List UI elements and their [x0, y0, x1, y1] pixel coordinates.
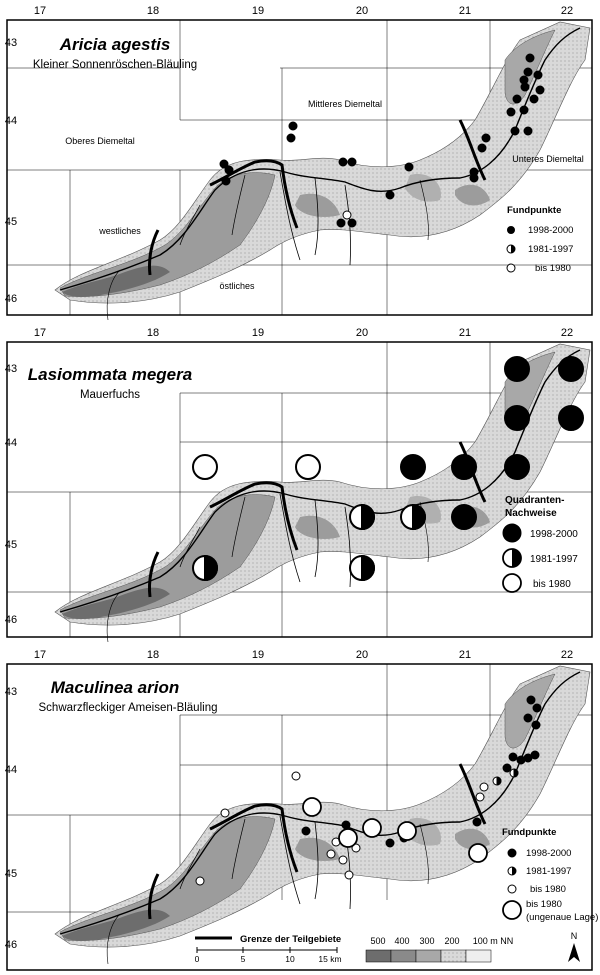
- svg-text:17: 17: [33, 327, 47, 339]
- point-1998-2000: [513, 95, 521, 103]
- svg-text:19: 19: [251, 5, 265, 17]
- quadrant-1998-2000: [505, 406, 529, 430]
- svg-text:46: 46: [4, 614, 18, 626]
- svg-text:1998-2000: 1998-2000: [526, 848, 572, 859]
- quadrant-1998-2000: [505, 455, 529, 479]
- point-1998-2000: [225, 166, 233, 174]
- svg-text:19: 19: [251, 327, 265, 339]
- svg-text:17: 17: [33, 649, 47, 661]
- svg-text:18: 18: [146, 327, 160, 339]
- svg-text:Fundpunkte: Fundpunkte: [502, 827, 557, 838]
- quadrant-bis-1980: [193, 455, 217, 479]
- svg-text:20: 20: [355, 327, 369, 339]
- svg-text:21: 21: [458, 649, 472, 661]
- species-common-name: Schwarzfleckiger Ameisen-Bläuling: [38, 702, 218, 714]
- svg-text:1981-1997: 1981-1997: [526, 866, 572, 877]
- svg-text:bis 1980: bis 1980: [530, 884, 566, 895]
- svg-text:1998-2000: 1998-2000: [530, 529, 578, 540]
- species-common-name: Kleiner Sonnenröschen-Bläuling: [32, 59, 198, 71]
- quadrant-1981-1997: [401, 505, 425, 529]
- svg-text:300: 300: [419, 936, 435, 946]
- point-1998-2000: [482, 134, 490, 142]
- svg-text:Nachweise: Nachweise: [505, 508, 557, 519]
- species-common-name: Mauerfuchs: [79, 389, 141, 401]
- species-title: Maculinea arion: [50, 678, 180, 697]
- point-1998-2000: [536, 86, 544, 94]
- svg-text:21: 21: [458, 5, 472, 17]
- point-1998-2000: [386, 191, 394, 199]
- point-1998-2000: [470, 174, 478, 182]
- svg-text:18: 18: [146, 5, 160, 17]
- legend-symbol-1998-2000: [503, 524, 521, 542]
- point-1998-2000: [511, 127, 519, 135]
- svg-text:0: 0: [194, 954, 200, 964]
- legend-title: Fundpunkte: [507, 205, 562, 216]
- svg-text:45: 45: [4, 539, 18, 551]
- svg-text:5: 5: [240, 954, 246, 964]
- point-1998-2000: [348, 219, 356, 227]
- point-1998-2000: [405, 163, 413, 171]
- point-1998-2000: [526, 54, 534, 62]
- svg-text:21: 21: [458, 327, 472, 339]
- quadrant-1981-1997: [350, 556, 374, 580]
- svg-text:(ungenaue Lage): (ungenaue Lage): [526, 912, 599, 923]
- svg-text:22: 22: [560, 649, 574, 661]
- svg-text:bis 1980: bis 1980: [535, 263, 571, 274]
- svg-text:500: 500: [370, 936, 386, 946]
- region-label: Mittleres Diemeltal: [307, 99, 383, 109]
- quadrant-1981-1997: [350, 505, 374, 529]
- svg-text:bis 1980: bis 1980: [526, 899, 562, 910]
- point-bis-1980: [343, 211, 351, 219]
- legend-symbol-bis-1980: [503, 574, 521, 592]
- quadrant-1998-2000: [452, 455, 476, 479]
- quadrant-1998-2000: [401, 455, 425, 479]
- svg-text:1998-2000: 1998-2000: [528, 225, 574, 236]
- svg-text:43: 43: [4, 37, 18, 49]
- svg-text:Quadranten-: Quadranten-: [505, 495, 565, 506]
- point-1998-2000: [287, 134, 295, 142]
- svg-text:20: 20: [355, 5, 369, 17]
- point-1998-2000: [534, 71, 542, 79]
- legend-symbol-1998-2000: [507, 226, 515, 234]
- point-1998-2000: [348, 158, 356, 166]
- point-1998-2000: [524, 68, 532, 76]
- point-1998-2000: [289, 122, 297, 130]
- panel-2: [4, 342, 592, 642]
- svg-text:22: 22: [560, 327, 574, 339]
- svg-text:22: 22: [560, 5, 574, 17]
- svg-text:46: 46: [4, 293, 18, 305]
- svg-text:1981-1997: 1981-1997: [528, 244, 574, 255]
- legend-symbol-bis-1980: [507, 264, 515, 272]
- svg-text:46: 46: [4, 939, 18, 951]
- region-label: östliches: [219, 281, 255, 291]
- svg-text:1981-1997: 1981-1997: [530, 554, 578, 565]
- point-1998-2000: [222, 177, 230, 185]
- point-1998-2000: [339, 158, 347, 166]
- quadrant-1998-2000: [505, 357, 529, 381]
- svg-text:100 m NN: 100 m NN: [472, 936, 514, 946]
- svg-text:44: 44: [4, 437, 18, 449]
- quadrant-bis-1980: [296, 455, 320, 479]
- svg-text:43: 43: [4, 363, 18, 375]
- svg-text:17: 17: [33, 5, 47, 17]
- boundary-legend-label: Grenze der Teilgebiete: [240, 934, 342, 945]
- region-label: westliches: [99, 226, 141, 236]
- svg-text:18: 18: [146, 649, 160, 661]
- svg-text:bis 1980: bis 1980: [533, 579, 571, 590]
- species-title: Lasiommata megera: [27, 365, 193, 384]
- svg-text:20: 20: [355, 649, 369, 661]
- legend-symbol-1981-1997: [507, 245, 515, 253]
- svg-text:200: 200: [444, 936, 460, 946]
- species-title: Aricia agestis: [59, 35, 171, 54]
- point-1998-2000: [530, 95, 538, 103]
- svg-text:15 km: 15 km: [318, 954, 342, 964]
- quadrant-1998-2000: [559, 406, 583, 430]
- svg-text:45: 45: [4, 216, 18, 228]
- point-1998-2000: [524, 127, 532, 135]
- quadrant-1981-1997: [193, 556, 217, 580]
- point-1998-2000: [520, 76, 528, 84]
- svg-text:10: 10: [285, 954, 295, 964]
- svg-text:43: 43: [4, 686, 18, 698]
- svg-text:44: 44: [4, 764, 18, 776]
- svg-text:44: 44: [4, 115, 18, 127]
- svg-text:400: 400: [394, 936, 410, 946]
- point-1998-2000: [478, 144, 486, 152]
- region-label: Unteres Diemeltal: [512, 154, 584, 164]
- svg-text:19: 19: [251, 649, 265, 661]
- quadrant-1998-2000: [452, 505, 476, 529]
- svg-text:N: N: [570, 931, 578, 941]
- svg-text:45: 45: [4, 868, 18, 880]
- legend-symbol-1981-1997: [503, 549, 521, 567]
- quadrant-1998-2000: [559, 357, 583, 381]
- point-1998-2000: [337, 219, 345, 227]
- region-label: Oberes Diemeltal: [65, 136, 135, 146]
- point-1998-2000: [520, 106, 528, 114]
- point-1998-2000: [507, 108, 515, 116]
